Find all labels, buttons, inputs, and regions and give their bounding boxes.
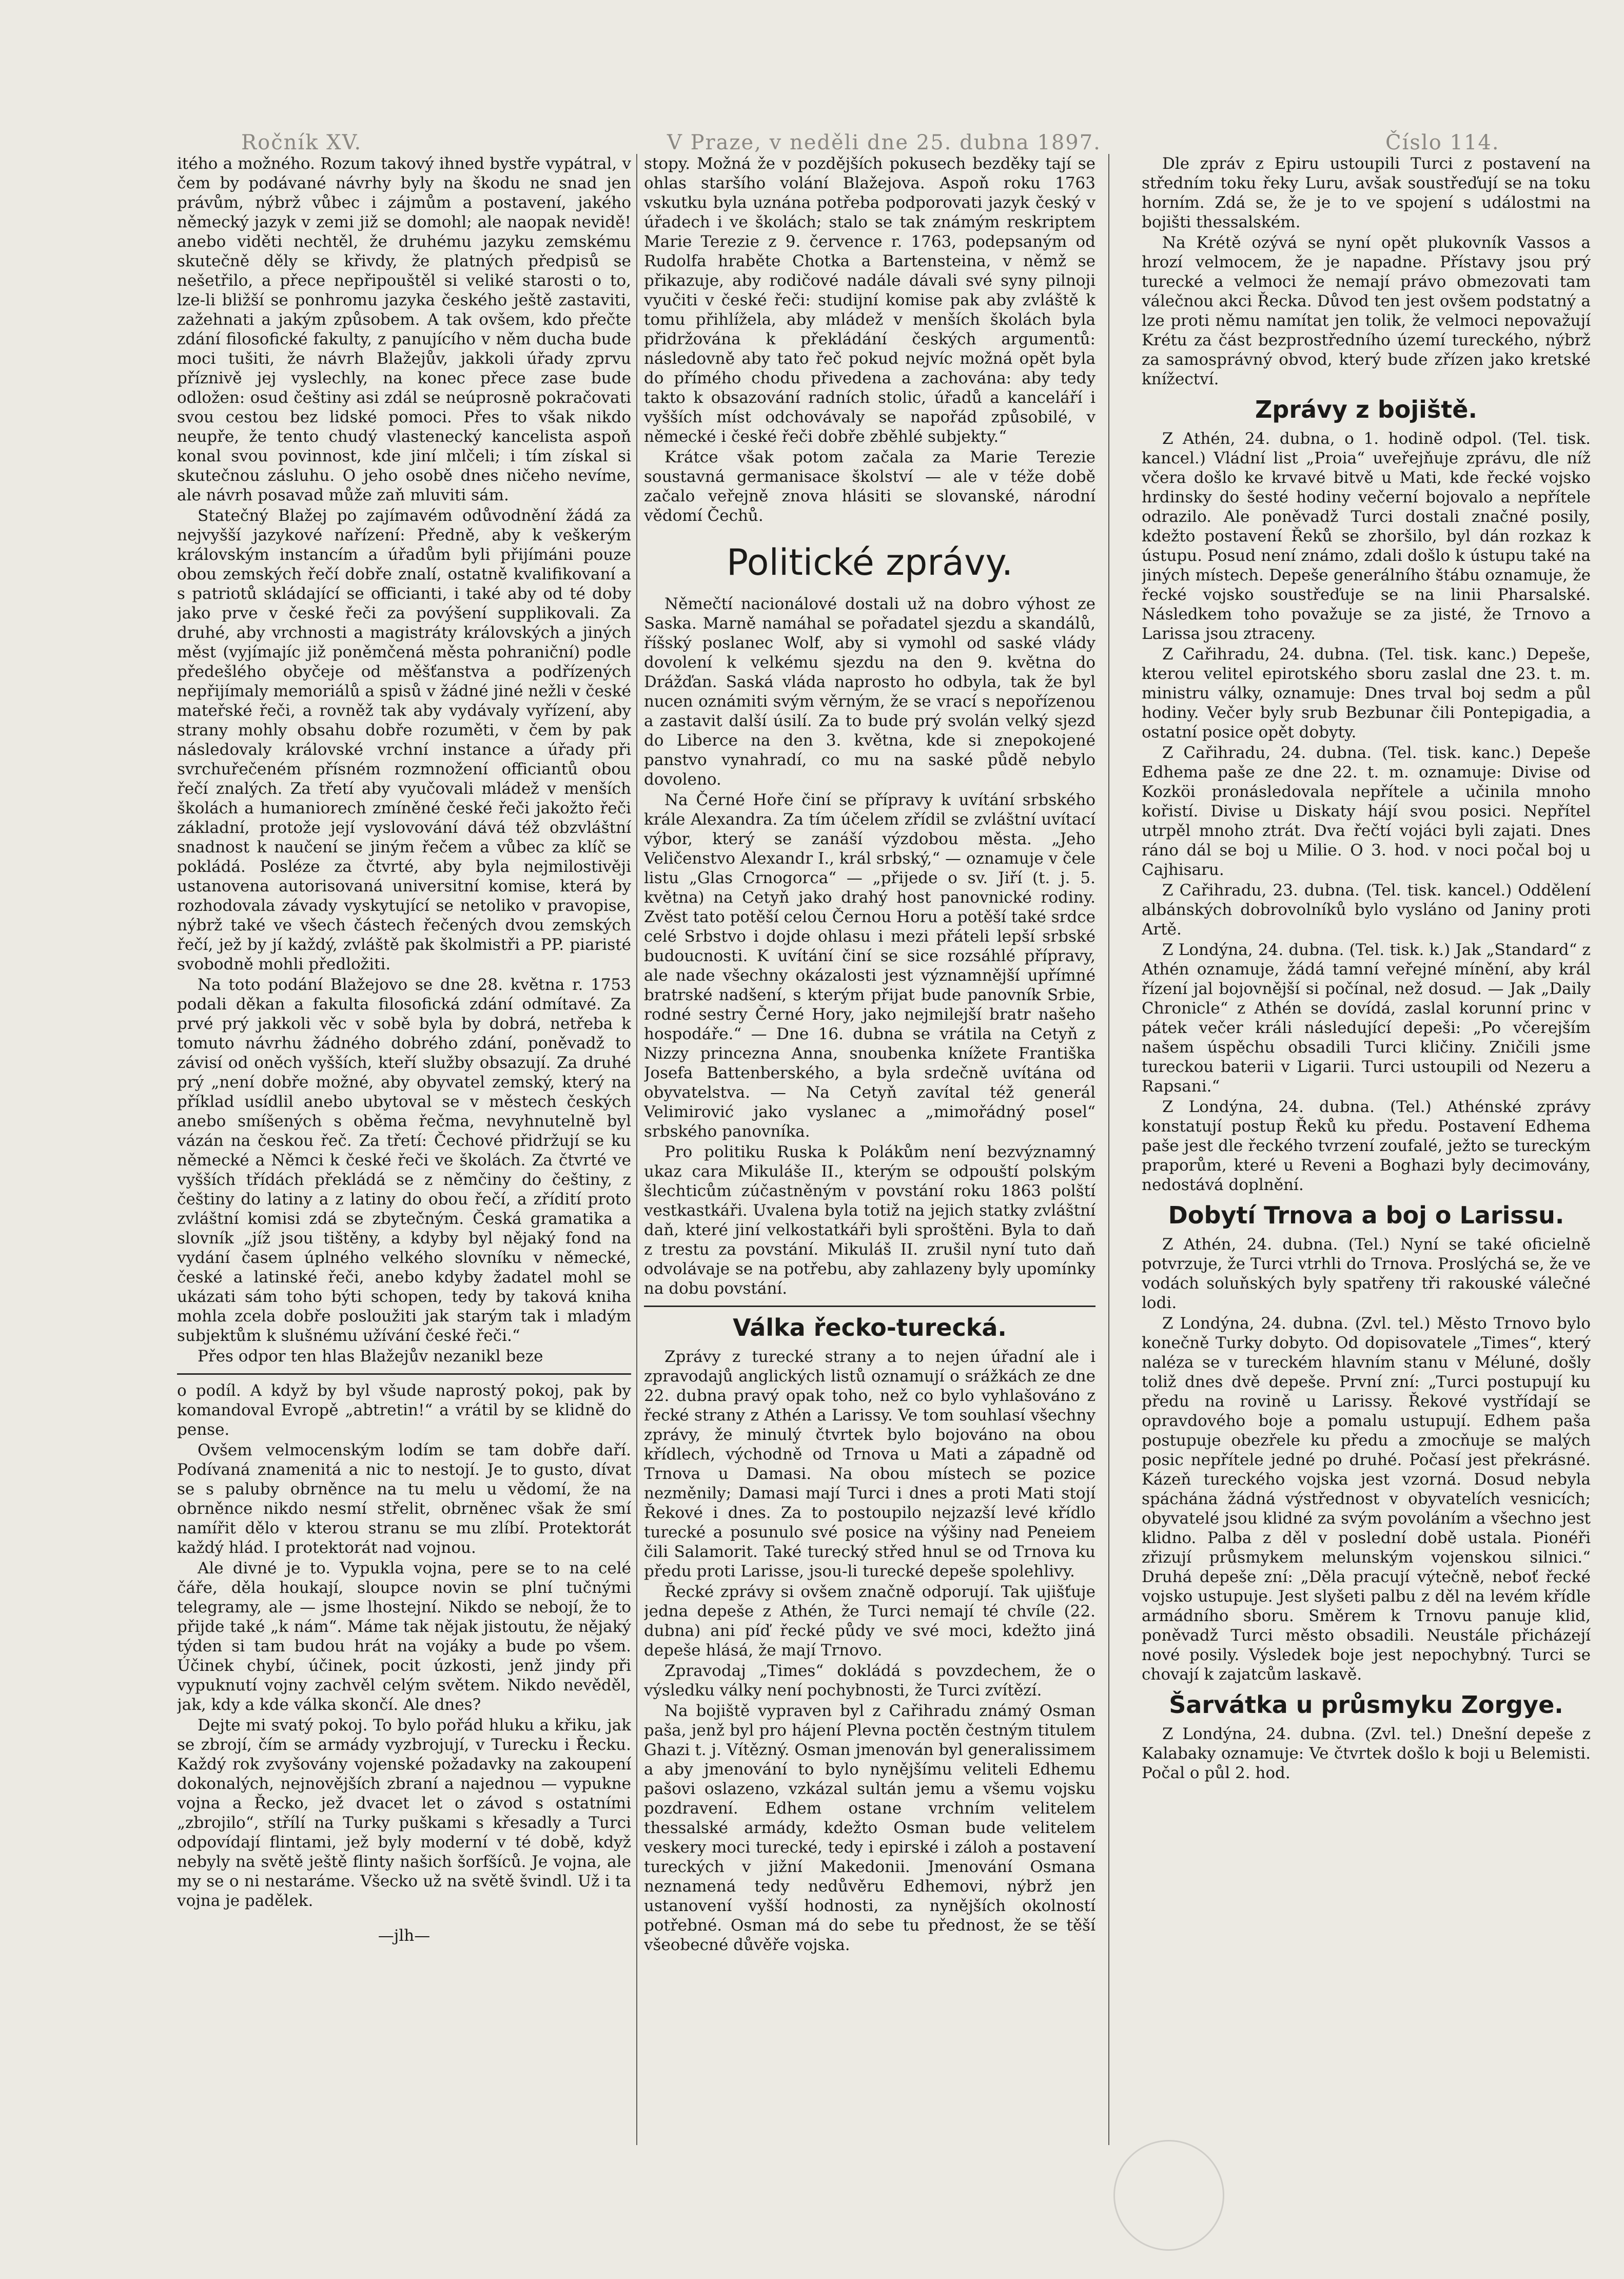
- article-paragraph: Přes odpor ten hlas Blažejův nezanikl beze: [198, 1347, 543, 1366]
- library-stamp: [1113, 2140, 1224, 2251]
- section-heading-trnovo: Dobytí Trnova a boj o Larissu.: [1168, 1201, 1564, 1229]
- column-two: [644, 154, 1095, 2151]
- politics-paragraph: Pro politiku Ruska k Polákům není bezvýznamný ukaz cara Mikuláše II., kterým se odpouští polským šlechticům zúčastněným v povstání roku 1863 polští vestkastkáři. Uvalena byla totiž na jejich statky zvláštní daň, které jiní velkostatkáři byli sproštěni. Byla to daň z trestu za povstání. Mikuláš II. zrušil nyní tuto daň odvolávaje se na potřebu, aby zahlazeny byly upomínky na dobu povstání.: [644, 1143, 1095, 1298]
- author-signature: —jlh—: [378, 1926, 431, 1945]
- dispatch-paragraph: Z Londýna, 24. dubna. (Zvl. tel.) Město Trnovo bylo konečně Turky dobyto. Od dopisovatele „Times“, který naléza se v tureckém hlavním stanu v Méluné, došly toliž dnes dvě depeše. První zní: „Turci postupují ku předu na rovině u Larissy. Řekové vystřídají se opravdového boje a pomalu ustupují. Edhem paša postupuje obezřele ku předu a zmocňuje se malých posic nepřítele jedné po druhé. Počasí jest překrásné. Kázeň tureckého vojska jest vzorná. Dosud nebyla spáchána žádná výstřednost v obyvatelích vesnicích; obyvatelé jsou klidné za svým povoláním a všechno jest klidno. Palba z děl v poslední době ustala. Pionéři zřizují průsmykem melunským vojenskou silnici.“ Druhá depeše zní: „Děla pracují výtečně, neboť řecké vojsko ustupuje. Jest slyšeti palbu z děl na levém křídle armádního sboru. Směrem k Trnovu panuje klid, poněvadž Turci město obsadili. Neustále přicházejí nové posily. Výsledek boje jest nepochybný. Turci se chovají k zajatcům laskavě.: [1142, 1314, 1591, 1684]
- politics-paragraph: Na Černé Hoře činí se přípravy k uvítání srbského krále Alexandra. Za tím účelem zřídil se zvláštní uvítací výbor, který se zanáší výzdobou města. „Jeho Veličenstvo Alexandr I., král srbský,“ — oznamuje v čele listu „Glas Crnogorca“ — „přijede o sv. Jiří (t. j. 5. května) na Cetyň jako drahý host panovnické rodiny. Zvěst tato potěší celou Černou Horu a potěší také srdce celé Srbstvo i dojde ohlasu i mezi přáteli lepší srbské budoucnosti. K uvítání činí se sice rozsáhlé přípravy, ale nade všechny okázalosti jest významnější upřímné bratrské nadšení, s kterým přijat bude panovník Srbie, rodné sestry Černé Hory, jako nejmilejší bratr našeho hospodáře.“ — Dne 16. dubna se vrátila na Cetyň z Nizzy princezna Anna, snoubenka knížete Františka Josefa Battenberského, a byla srdečně uvítána od obyvatelstva. — Na Cetyň zavítal též generál Velimirović jako vyslanec a „mimořádný posel“ srbského panovníka.: [644, 791, 1095, 1141]
- article-paragraph: Statečný Blažej po zajímavém odůvodnění žádá za nejvyšší jazykové nařízení: Předně, aby k veškerým královským instancím a úřadům byli přijímáni pouze obou zemských řečí dobře znalí, ostatně kvalifikovaní a s patriotů skládající se officianti, i také aby od té doby jako prve v české řeči za povýšení supplikovali. Za druhé, aby vrchnosti a magistráty královských a jiných měst (vyjímajíc již poněmčená města pohraniční) podle předešlého obyčeje od měšťanstva a podřízených nepřijímaly memoriálů a spisů v žádné jiné nežli v české mateřské řeči, a rovněž tak aby vydávaly vyřízení, aby strany mohly obsahu dobře rozuměti, v čem by pak následovaly královské vrchní instance a úřady při svrchuřečeném přísném rozmnožení officiantů obou řečí znalých. Za třetí aby vyučovali mládež v menších školách a humaniorech zmíněné české řeči jakožto řeči základní, protože její vyslovování dává též obzvláštní snadnost k naučení se jiným řečem a vůbec za klíč se pokládá. Posléze za čtvrté, aby byla nejmilostivěji ustanovena autorisovaná universitní komise, která by rozhodovala závady vyskytující se netoliko v pravopise, nýbrž také ve všech částech řečených dvou zemských řečí, jež by jí každý, zvláště pak školmistři a PP. piaristé svobodně mohli předložiti.: [177, 507, 631, 973]
- article-paragraph: itého a možného. Rozum takový ihned bystře vypátral, v čem by podávané návrhy byly na škodu ne snad jen právům, nýbrž vůbec i zájmům a postavení, jakého německý jazyk v zemi již se domohl; ale naopak nevidě! anebo viděti nechtěl, že druhému jazyku zemskému skutečně děly se křivdy, že platných předpisů se nešetřilo, a přece nepřipouštěl si veliké starosti o to, lze-li bližší se ponhromu jazyka českého ještě zastaviti, zažehnati a jakým způsobem. A tak ovšem, kdo přečte zdání filosofické fakulty, z panujícího v něm ducha bude moci tušiti, že návrh Blažejův, jakkoli úřady zprvu příznivě jej vyslechly, na konec přece zase bude odložen: osud češtiny asi zdál se neúprosně pokračovati svou cestou bez lidské pomoci. Přes to však nikdo neupře, že tento chudý vlastenecký kancelista aspoň konal svou povinnost, kde jiní mlčeli; i tím získal si skutečnou zásluhu. O jeho osobě dnes ničeho nevíme, ale návrh posavad může zaň mluviti sám.: [177, 154, 631, 504]
- dispatch-paragraph: Z Londýna, 24. dubna. (Zvl. tel.) Dnešní depeše z Kalabaky oznamuje: Ve čtvrtek došlo k boji u Belemisti. Počal o půl 2. hod.: [1142, 1725, 1591, 1782]
- running-header-left: Ročník XV.: [241, 131, 362, 154]
- feuilleton-rule: [177, 1373, 631, 1375]
- article-paragraph: Krátce však potom začala za Marie Terezie soustavná germanisace školství — ale v téže době začalo veřejně znova hlásiti se slovanské, národní vědomí Čechů.: [644, 448, 1095, 525]
- running-header-date: V Praze, v neděli dne 25. dubna 1897.: [667, 131, 1101, 154]
- section-heading-battlefield: Zprávy z bojiště.: [1255, 396, 1477, 423]
- article-paragraph: Na Krétě ozývá se nyní opět plukovník Vassos a hrozí velmocem, že je napadne. Přístavy jsou prý turecké a velmoci že nemají právo obmezovati tam válečnou akci Řecka. Důvod ten jest ovšem podstatný a lze proti němu namítat jen tolik, že velmoci nepovažují Krétu za část bezprostředního území tureckého, nýbrž za samosprávný obvod, který bude zřízen jako kretské knížectví.: [1142, 233, 1591, 388]
- dispatch-paragraph: Z Athén, 24. dubna. (Tel.) Nyní se také oficielně potvrzuje, že Turci vtrhli do Trnova. Proslýchá se, že ve vodách soluňských byly spatřeny tři rakouské válečné lodi.: [1142, 1235, 1591, 1312]
- war-paragraph: Zprávy z turecké strany a to nejen úřadní ale i zpravodajů anglických listů oznamují o srážkách ze dne 22. dubna pravý opak toho, než co bylo vyhlašováno z řecké strany z Athén a Larissy. Ve tom souhlasí všechny zprávy, že minulý čtvrtek bylo bojováno na obou křídlech, východně od Trnova u Mati a západně od Trnova u Damasi. Na obou místech se pozice nezměnily; Damasi mají Turci i dnes a proti Mati stojí Řekové i dnes. Za to postoupilo nejzazší levé křídlo turecké a posunulo své posice na výšiny nad Peneiem čili Salamorit. Také turecký střed hnul se od Trnova ku předu proti Larisse, jsou-li turecké depeše spolehlivy.: [644, 1348, 1095, 1581]
- article-paragraph: Dle zpráv z Epiru ustoupili Turci z postavení na středním toku řeky Luru, avšak soustřeďují se na toku horním. Zdá se, že je to ve spojení s událostmi na bojišti thessalském.: [1142, 154, 1591, 231]
- war-paragraph: Řecké zprávy si ovšem značně odporují. Tak ujišťuje jedna depeše z Athén, že Turci nemají té chvíle (22. dubna) ani píď řecké půdy ve své moci, kdežto jiná depeše hlásá, že mají Trnovo.: [644, 1583, 1095, 1660]
- dispatch-paragraph: Z Cařihradu, 24. dubna. (Tel. tisk. kanc.) Depeše, kterou velitel epirotského sboru zaslal dne 23. t. m. ministru války, oznamuje: Dnes trval boj sedm a půl hodiny. Večer byly srub Bezbunar čili Pontepigadia, a ostatní posice opět dobyty.: [1142, 645, 1591, 742]
- column-divider: [636, 154, 637, 2145]
- war-paragraph: Na bojiště vypraven byl z Cařihradu známý Osman paša, jenž byl pro hájení Plevna poctěn čestným titulem Ghazi t. j. Vítězný. Osman jmenován byl generalissimem a aby jmenování to bylo nynějšímu veliteli Edhemu pašovi oslazeno, vzkázal sultán jemu a všemu vojsku pozdravení. Edhem ostane vrchním velitelem thessalské armády, kdežto Osman bude velitelem veskery moci turecké, tedy i epirské i záloh a postavení tureckých v jižní Makedonii. Jmenování Osmana neznamená tedy nedůvěru Edhemovi, nýbrž jen ustanovení vyšší hodnosti, za nynějších okolností potřebné. Osman má do sebe tu přednost, že se těší všeobecné důvěře vojska.: [644, 1702, 1095, 1954]
- war-paragraph: Zpravodaj „Times“ dokládá s povzdechem, že o výsledku války není pochybnosti, že Turci zvítězí.: [644, 1662, 1095, 1700]
- article-paragraph: stopy. Možná že v pozdějších pokusech bezděky tají se ohlas staršího volání Blažejova. Aspoň roku 1763 vskutku byla uznána potřeba podporovati jazyk český v úřadech i ve školách; stalo se tak známým reskriptem Marie Terezie z 9. července r. 1763, podepsaným od Rudolfa hraběte Chotka a Bartensteina, v němž se přikazuje, aby rodičové nadále dávali své syny pilnoji vyučiti v české řeči: studijní komise pak aby zvláště k tomu přihlížela, aby mládež v menších školách byla přidržována k překládání českých argumentů: následovně aby tato řeč pokud nejvíc možná opět byla do přímého chodu přivedena a zachována: aby tedy takto k obsazování radních stolic, úřadů a kanceláří i vyšších míst odchovávaly se napořád způsobilé, v německé i české řeči dobře zběhlé subjekty.“: [644, 154, 1095, 446]
- dispatch-paragraph: Z Cařihradu, 24. dubna. (Tel. tisk. kanc.) Depeše Edhema paše ze dne 22. t. m. oznamuje: Divise od Kozköi pronásledovala nepřítele a učinila mnoho kořistí. Divise u Diskaty hájí svou posici. Nepřítel utrpěl mnoho ztrát. Dva řečtí vojáci byli zajati. Dnes ráno dál se boj u Milie. O 3. hod. v noci počal boj u Cajhisaru.: [1142, 744, 1591, 879]
- running-header-issue: Číslo 114.: [1385, 131, 1500, 154]
- politics-paragraph: Němečtí nacionálové dostali už na dobro výhost ze Saska. Marně namáhal se pořadatel sjezdu a skandálů, říšský poslanec Wolf, aby si vymohl od saské vlády dovolení k velkému sjezdu na den 9. května do Drážďan. Saská vláda naprosto ho odbyla, tak že byl nucen oznámiti svým věrným, že se vrací s nepořízenou a zastavit další úsilí. Za to bude prý svolán velký sjezd do Liberce na den 3. května, kde si znepokojené panstvo vynahradí, co mu na saské půdě nebylo dovoleno.: [644, 595, 1095, 789]
- article-paragraph: Na toto podání Blažejovo se dne 28. května r. 1753 podali děkan a fakulta filosofická zdání odmítavé. Za prvé prý jakkoli věc v sobě byla by dobrá, netřeba k tomuto návrhu žádného dobrého zdání, poněvadž to závisí od oněch vyšších, kteří služby obsazují. Za druhé prý „není dobře možné, aby obyvatel zemský, který na příklad usídlil anebo ubytoval se v městech českých anebo smíšených s oběma řečma, nevyhnutelně byl vázán na českou řeč. Za třetí: Čechové přidržují se ku německé a Němci k české řeči ve školách. Za čtvrté ve vyšších třídách překládá se z němčiny do češtiny, z češtiny do latiny a z latiny do obou řečí, a zřídití proto zvláštní komisi zdá se zbytečným. Česká gramatika a slovník „jíž jsou tištěny, a kdyby byl nějaký fond na vydání časem úplného velkého slovníku v německé, české a latinské řeči, anebo kdyby žadatel mohl se ukázati sám toho býti schopen, tedy by taková kniha mohla zcela dobře posloužiti jak starým tak i mladým subjektům k slušnému užívání české řeči.“: [177, 976, 631, 1345]
- dispatch-paragraph: Z Cařihradu, 23. dubna. (Tel. tisk. kancel.) Oddělení albánských dobrovolníků bylo vysláno od Janiny proti Artě.: [1142, 881, 1591, 939]
- dispatch-paragraph: Z Londýna, 24. dubna. (Tel.) Athénské zprávy konstatují postup Řeků ku předu. Postavení Edhema paše jest dle řeckého tvrzení zoufalé, ježto se tureckým praporům, které u Reveni a Boghazi byly decimovány, nedostává doplnění.: [1142, 1098, 1591, 1194]
- column-three: [1142, 154, 1591, 2151]
- section-heading-politics: Politické zprávy.: [726, 541, 1013, 583]
- feuilleton-paragraph: Dejte mi svatý pokoj. To bylo pořád hluku a křiku, jak se zbrojí, čím se armády vyzbrojují, v Turecku i Řecku. Každý rok zvyšovány vojenské požadavky na zakoupení dokonalých, nejnovějších zbraní a najednou — vypukne vojna a Řecko, jež dvacet let o závod s ostatními „zbrojilo“, střílí na Turky puškami s křesadly a Turci odpovídají flintami, jež byly moderní v té době, když nebyly na světě ještě flinty našich šorfšíců. Je vojna, ale my se o ni nestaráme. Všecko už na světě švindl. Už i ta vojna je padělek.: [177, 1716, 631, 1910]
- section-rule: [644, 1306, 1095, 1307]
- column-one: [177, 154, 631, 2151]
- dispatch-paragraph: Z Londýna, 24. dubna. (Tel. tisk. k.) Jak „Standard“ z Athén oznamuje, žádá tamní veřejné mínění, aby král řízení jal bojovnější si počínal, než dosud. — Jak „Daily Chronicle“ z Athén se dovídá, zaslal korunní princ v pátek večer králi následující depeši: „Po včerejším našem úspěchu obsadili Turci kličiny. Zničili jsme tureckou baterii v Ligarii. Turci ustoupili od Nezeru a Rapsani.“: [1142, 941, 1591, 1096]
- dispatch-paragraph: Z Athén, 24. dubna, o 1. hodině odpol. (Tel. tisk. kancel.) Vládní list „Proia“ uveřejňuje zprávu, dle níž včera došlo ke krvavé bitvě u Mati, kde řecké vojsko hrdinsky do šesté hodiny večerní bojovalo a nepřítele odrazilo. Ale poněvadž Turci dostali značné posily, kdežto postavení Řeků se zhoršilo, byl dán rozkaz k ústupu. Posud není známo, zdali došlo k ústupu také na jiných místech. Depeše generálního štábu oznamuje, že řecké vojsko soustřeďuje se na linii Pharsalské. Následkem toho považuje se za jisté, že Trnovo a Larissa jsou ztraceny.: [1142, 430, 1591, 643]
- feuilleton-paragraph: Ovšem velmocenským lodím se tam dobře daří. Podívaná znamenitá a nic to nestojí. Je to gusto, dívat se s paluby obrněnce na tu melu u vědomí, že na obrněnce nikdo nesmí střelit, obrněnec však že smí namířit dělo v kterou stranu se mu zlíbí. Protektorát každý hlád. I protektorát nad vojnou.: [177, 1441, 631, 1557]
- section-heading-war: Válka řecko-turecká.: [733, 1314, 1007, 1341]
- column-divider: [1108, 154, 1109, 2145]
- feuilleton-paragraph: o podíl. A když by byl všude naprostý pokoj, pak by komandoval Evropě „abtretin!“ a vrátil by se klidně do pense.: [177, 1381, 631, 1439]
- section-heading-zorgye: Šarvátka u průsmyku Zorgye.: [1169, 1691, 1563, 1719]
- feuilleton-paragraph: Ale divné je to. Vypukla vojna, pere se to na celé čáře, děla houkají, sloupce novin se plní tučnými telegramy, ale — jsme lhostejní. Nikdo se nebojí, že to přijde také „k nám“. Máme tak nějak jistoutu, že nějaký týden si tam budou hrát na vojáky a bude po všem. Účinek chybí, účinek, pocit úzkosti, jenž jindy při vypuknutí vojny zachvěl celým světem. Nikdo nevěděl, jak, kdy a kde válka skončí. Ale dnes?: [177, 1559, 631, 1714]
